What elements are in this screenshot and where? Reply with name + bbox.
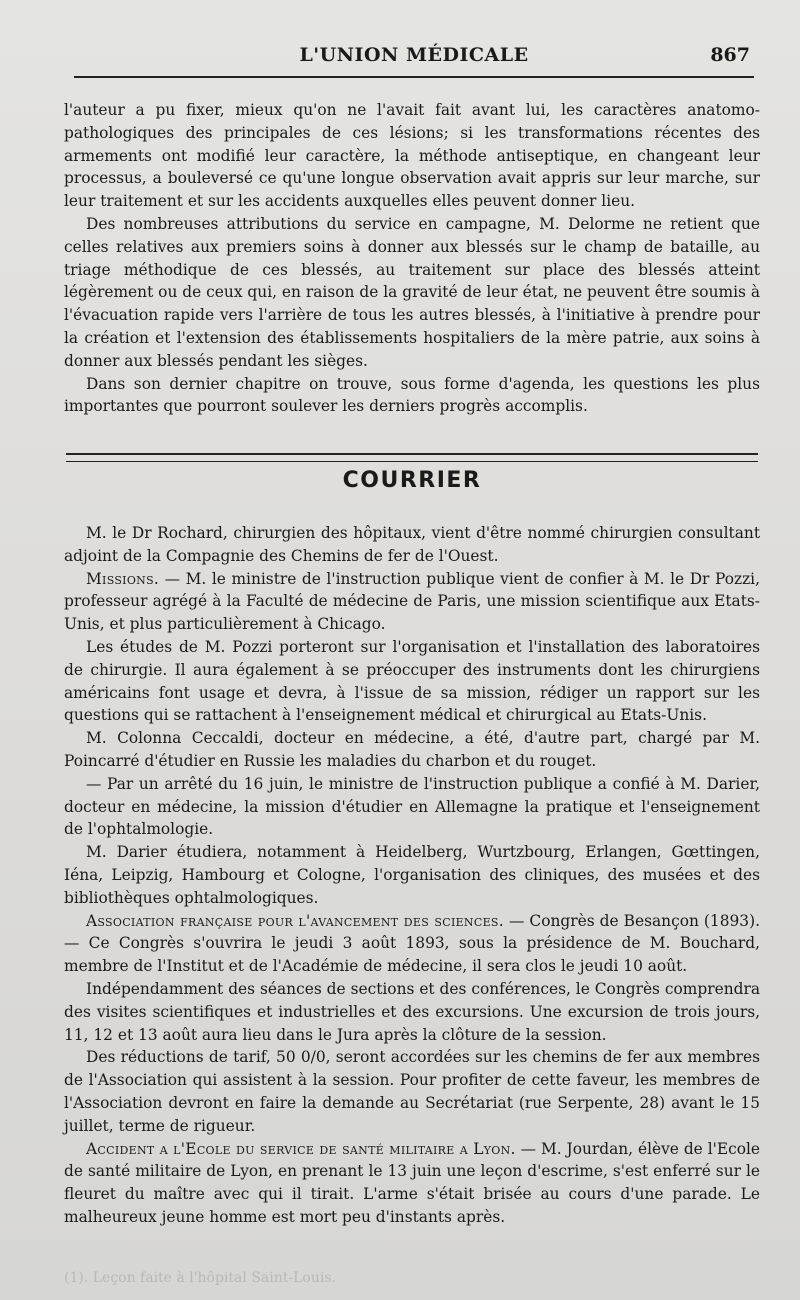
paragraph bbox=[64, 568, 760, 636]
paragraph-text: — M. le ministre de l'instruction publique vient de confier à M. le Dr Pozzi, professeur agrégé à la Faculté de médecine de Paris, une mission scientifique aux Etats-Unis, et plus particulièrement à Chicago. bbox=[64, 569, 760, 634]
paragraph bbox=[64, 1138, 760, 1229]
rubric-heading: Association française pour l'avancement des sciences. bbox=[86, 911, 504, 930]
paragraph: M. Colonna Ceccaldi, docteur en médecine, a été, d'autre part, chargé par M. Poincarré d'étudier en Russie les maladies du charbon et du rouget. bbox=[64, 729, 760, 770]
running-header bbox=[74, 42, 754, 72]
paragraph: l'auteur a pu fixer, mieux qu'on ne l'avait fait avant lui, les caractères anatomo-pathologiques des principales de ces lésions; si les transformations récentes des armements ont modifié leur caractère, la méthode antiseptique, en changeant leur processus, a bouleversé ce qu'une longue observation avait appris sur leur marche, sur leur traitement et sur les accidents auxquelles elles peuvent donner lieu. bbox=[64, 101, 760, 211]
journal-title: L'UNION MÉDICALE bbox=[299, 44, 529, 66]
paragraph: Des réductions de tarif, 50 0/0, seront accordées sur les chemins de fer aux membres de l'Association qui assistent à la session. Pour profiter de cette faveur, les membres de l'Association devront en faire la demande au Secrétariat (rue Serpente, 28) avant le 15 juillet, terme de rigueur. bbox=[64, 1048, 760, 1135]
rubric-heading: Missions. bbox=[86, 569, 160, 588]
paragraph: M. le Dr Rochard, chirurgien des hôpitaux, vient d'être nommé chirurgien consultant adjoint de la Compagnie des Chemins de fer de l'Ouest. bbox=[64, 524, 760, 565]
paragraph-text: — M. Jourdan, élève de l'Ecole de santé militaire de Lyon, en prenant le 13 juin une leçon d'escrime, s'est enferré sur le fleuret du maître avec qui il tirait. L'arme s'était brisée au cours d'une parade. Le malheureux jeune homme est mort peu d'instants après. bbox=[64, 1139, 761, 1226]
header-rule bbox=[74, 76, 754, 78]
paragraph: Des nombreuses attributions du service en campagne, M. Delorme ne retient que celles relatives aux premiers soins à donner aux blessés sur le champ de bataille, au triage méthodique de ces blessés, au traitement sur place des blessés atteint légèrement ou de ceux qui, en raison de la gravité de leur état, ne peuvent être soumis à l'évacuation rapide vers l'arrière de tous les autres blessés, à l'initiative à prendre pour la création et l'extension des établissements hospitaliers de la mère patrie, aux soins à donner aux blessés pendant les sièges. bbox=[64, 214, 760, 370]
paragraph: Dans son dernier chapitre on trouve, sous forme d'agenda, les questions les plus importantes que pourront soulever les derniers progrès accomplis. bbox=[64, 374, 760, 416]
page-number: 867 bbox=[710, 44, 750, 66]
paragraph: Les études de M. Pozzi porteront sur l'organisation et l'installation des laboratoires de chirurgie. Il aura également à se préoccuper des instruments dont les chirurgiens américains font usage et devra, à l'issue de sa mission, rédiger un rapport sur les questions qui se rattachent à l'enseignement médical et chirurgical au Etats-Unis. bbox=[64, 637, 760, 725]
courrier-body bbox=[64, 522, 760, 1229]
paragraph bbox=[64, 910, 760, 978]
rubric-heading: Accident a l'Ecole du service de santé militaire a Lyon. bbox=[86, 1139, 516, 1158]
footnote-bleed: (1). Leçon faite à l'hôpital Saint-Louis. bbox=[64, 1270, 336, 1286]
section-divider bbox=[66, 453, 758, 462]
section-title: COURRIER bbox=[342, 468, 482, 493]
paragraph: — Par un arrêté du 16 juin, le ministre de l'instruction publique a confié à M. Darier, docteur en médecine, la mission d'étudier en Allemagne la pratique et l'enseignement de l'ophtalmologie. bbox=[64, 774, 760, 839]
paragraph-text: — Congrès de Besançon (1893). — Ce Congrès s'ouvrira le jeudi 3 août 1893, sous la présidence de M. Bouchard, membre de l'Institut et de l'Académie de médecine, il sera clos le jeudi 10 août. bbox=[64, 911, 760, 976]
paragraph: Indépendamment des séances de sections et des conférences, le Congrès comprendra des visites scientifiques et industrielles et des excursions. Une excursion de trois jours, 11, 12 et 13 août aura lieu dans le Jura après la clôture de la session. bbox=[64, 979, 760, 1044]
paragraph: M. Darier étudiera, notamment à Heidelberg, Wurtzbourg, Erlangen, Gœttingen, Iéna, Leipzig, Hambourg et Cologne, l'organisation des cliniques, des musées et des bibliothèques ophtalmologiques. bbox=[64, 843, 760, 907]
review-continuation bbox=[64, 99, 760, 418]
